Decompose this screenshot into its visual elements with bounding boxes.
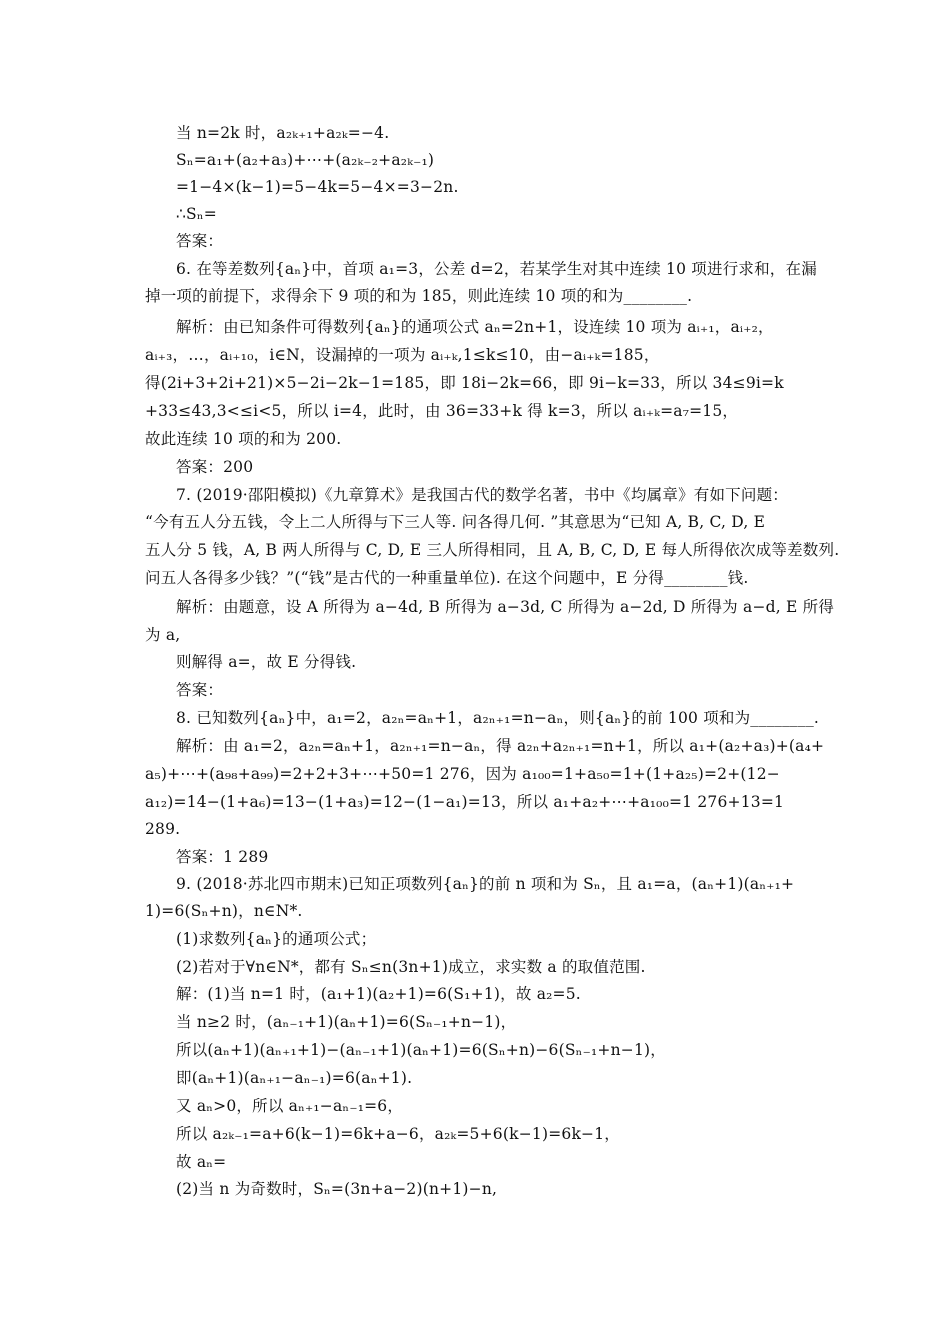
- text-line: a₁₂)=14−(1+a₆)=13−(1+a₃)=12−(1−a₁)=13，所以 a₁+a₂+⋯+a₁₀₀=1 276+13=1: [145, 793, 785, 811]
- sub-question: (1)求数列{aₙ}的通项公式；: [176, 930, 377, 948]
- text-line: +33≤43,3<≤i<5，所以 i=4，此时，由 36=33+k 得 k=3，所以 aᵢ₊ₖ=a₇=15，: [145, 402, 739, 420]
- question-9: 9. (2018·苏北四市期末)已知正项数列{aₙ}的前 n 项和为 Sₙ，且 a₁=a，(aₙ+1)(aₙ₊₁+: [176, 875, 795, 893]
- solution-line: 解析：由 a₁=2，a₂ₙ=aₙ+1，a₂ₙ₊₁=n−aₙ，得 a₂ₙ+a₂ₙ₊₁=n+1，所以 a₁+(a₂+a₃)+(a₄+: [176, 737, 825, 755]
- question-8: 8. 已知数列{aₙ}中，a₁=2，a₂ₙ=aₙ+1，a₂ₙ₊₁=n−aₙ，则{aₙ}的前 100 项和为________.: [176, 709, 820, 727]
- text-line: 故 aₙ=: [176, 1153, 227, 1171]
- text-line: 又 aₙ>0，所以 aₙ₊₁−aₙ₋₁=6，: [176, 1097, 404, 1115]
- text-line: (2)当 n 为奇数时，Sₙ=(3n+a−2)(n+1)−n,: [176, 1180, 498, 1198]
- solution-line: 解析：由已知条件可得数列{aₙ}的通项公式 aₙ=2n+1，设连续 10 项为 aᵢ₊₁，aᵢ₊₂，: [176, 318, 774, 336]
- sub-question: (2)若对于∀n∈N*，都有 Sₙ≤n(3n+1)成立，求实数 a 的取值范围.: [176, 958, 646, 976]
- text-line: 则解得 a=，故 E 分得钱.: [176, 653, 357, 671]
- text-line: 五人分 5 钱，A, B 两人所得与 C, D, E 三人所得相同，且 A, B, C, D, E 每人所得依次成等差数列.: [145, 541, 840, 559]
- text-line: ∴Sₙ=: [176, 205, 217, 223]
- text-line: a₅)+⋯+(a₉₈+a₉₉)=2+2+3+⋯+50=1 276，因为 a₁₀₀=1+a₅₀=1+(1+a₂₅)=2+(12−: [145, 765, 780, 783]
- text-line: 所以(aₙ+1)(aₙ₊₁+1)−(aₙ₋₁+1)(aₙ+1)=6(Sₙ+n)−6(Sₙ₋₁+n−1)，: [176, 1041, 666, 1059]
- text-line: aᵢ₊₃，…，aᵢ₊₁₀，i∈N，设漏掉的一项为 aᵢ₊ₖ,1≤k≤10，由−aᵢ₊ₖ=185，: [145, 346, 660, 364]
- question-6: 6. 在等差数列{aₙ}中，首项 a₁=3，公差 d=2，若某学生对其中连续 10 项进行求和，在漏: [176, 260, 817, 278]
- text-line: “今有五人分五钱，令上二人所得与下三人等. 问各得几何. ”其意思为“已知 A, B, C, D, E: [145, 513, 766, 531]
- text-line: 掉一项的前提下，求得余下 9 项的和为 185，则此连续 10 项的和为________.: [145, 287, 693, 305]
- text-line: 当 n=2k 时，a₂ₖ₊₁+a₂ₖ=−4.: [176, 124, 390, 142]
- answer-line: 答案：200: [176, 458, 254, 476]
- solution-line: 解析：由题意，设 A 所得为 a−4d, B 所得为 a−3d, C 所得为 a−2d, D 所得为 a−d, E 所得: [176, 598, 835, 616]
- text-line: 1)=6(Sₙ+n)，n∈N*.: [145, 902, 303, 920]
- text-line: 即(aₙ+1)(aₙ₊₁−aₙ₋₁)=6(aₙ+1).: [176, 1069, 413, 1087]
- text-line: 289.: [145, 820, 181, 838]
- text-line: 当 n≥2 时，(aₙ₋₁+1)(aₙ+1)=6(Sₙ₋₁+n−1)，: [176, 1013, 517, 1031]
- text-line: =1−4×(k−1)=5−4k=5−4×=3−2n.: [176, 178, 459, 196]
- text-line: 故此连续 10 项的和为 200.: [145, 430, 342, 448]
- answer-line: 答案：: [176, 681, 224, 699]
- text-line: 答案：: [176, 232, 224, 250]
- text-line: 所以 a₂ₖ₋₁=a+6(k−1)=6k+a−6，a₂ₖ=5+6(k−1)=6k−1，: [176, 1125, 620, 1143]
- question-7: 7. (2019·邵阳模拟)《九章算术》是我国古代的数学名著，书中《均属章》有如下问题：: [176, 486, 788, 504]
- text-line: Sₙ=a₁+(a₂+a₃)+⋯+(a₂ₖ₋₂+a₂ₖ₋₁): [176, 151, 435, 169]
- text-line: 问五人各得多少钱？”(“钱”是古代的一种重量单位). 在这个问题中，E 分得________钱.: [145, 569, 749, 587]
- text-line: 得(2i+3+2i+21)×5−2i−2k−1=185，即 18i−2k=66，即 9i−k=33，所以 34≤9i=k: [145, 374, 784, 392]
- text-line: 为 a,: [145, 626, 181, 644]
- solution-line: 解：(1)当 n=1 时，(a₁+1)(a₂+1)=6(S₁+1)，故 a₂=5.: [176, 985, 581, 1003]
- answer-line: 答案：1 289: [176, 848, 269, 866]
